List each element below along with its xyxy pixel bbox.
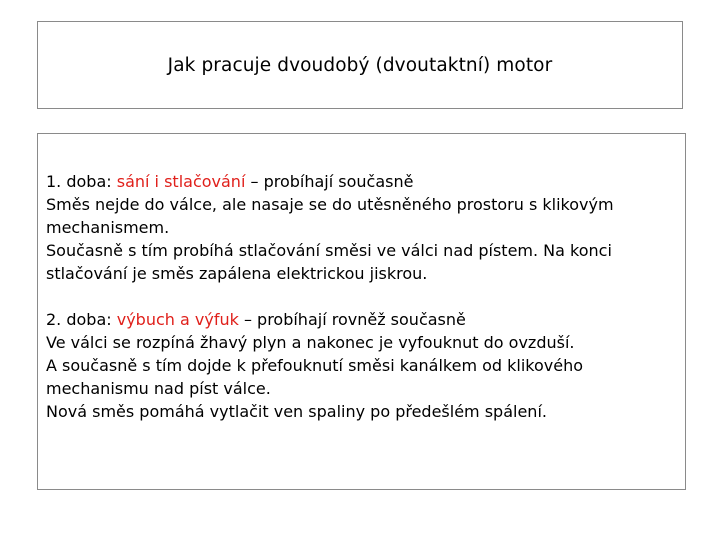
section-line: Nová směs pomáhá vytlačit ven spaliny po předešlém spálení. [46, 402, 547, 421]
heading-prefix: 2. doba: [46, 310, 117, 329]
section-heading [46, 170, 671, 193]
heading-suffix: – probíhají současně [245, 172, 414, 191]
heading-suffix: – probíhají rovněž současně [238, 310, 466, 329]
section-heading [46, 308, 671, 331]
section-line: A současně s tím dojde k přefouknutí směsi kanálkem od klikového mechanismu nad píst válce. [46, 356, 584, 398]
slide-title: Jak pracuje dvoudobý (dvoutaktní) motor [167, 54, 553, 76]
content-box [37, 133, 686, 490]
heading-prefix: 1. doba: [46, 172, 117, 191]
section-first-stroke [46, 170, 671, 285]
heading-highlight: sání i stlačování [116, 172, 246, 191]
section-line: Směs nejde do válce, ale nasaje se do utěsněného prostoru s klikovým mechanismem. [46, 195, 614, 237]
title-box [37, 21, 683, 109]
section-line: Současně s tím probíhá stlačování směsi ve válci nad pístem. Na konci stlačování je směs zapálena elektrickou jiskrou. [46, 241, 612, 283]
heading-highlight: výbuch a výfuk [116, 310, 239, 329]
section-second-stroke [46, 308, 671, 423]
section-line: Ve válci se rozpíná žhavý plyn a nakonec je vyfouknut do ovzduší. [46, 333, 575, 352]
